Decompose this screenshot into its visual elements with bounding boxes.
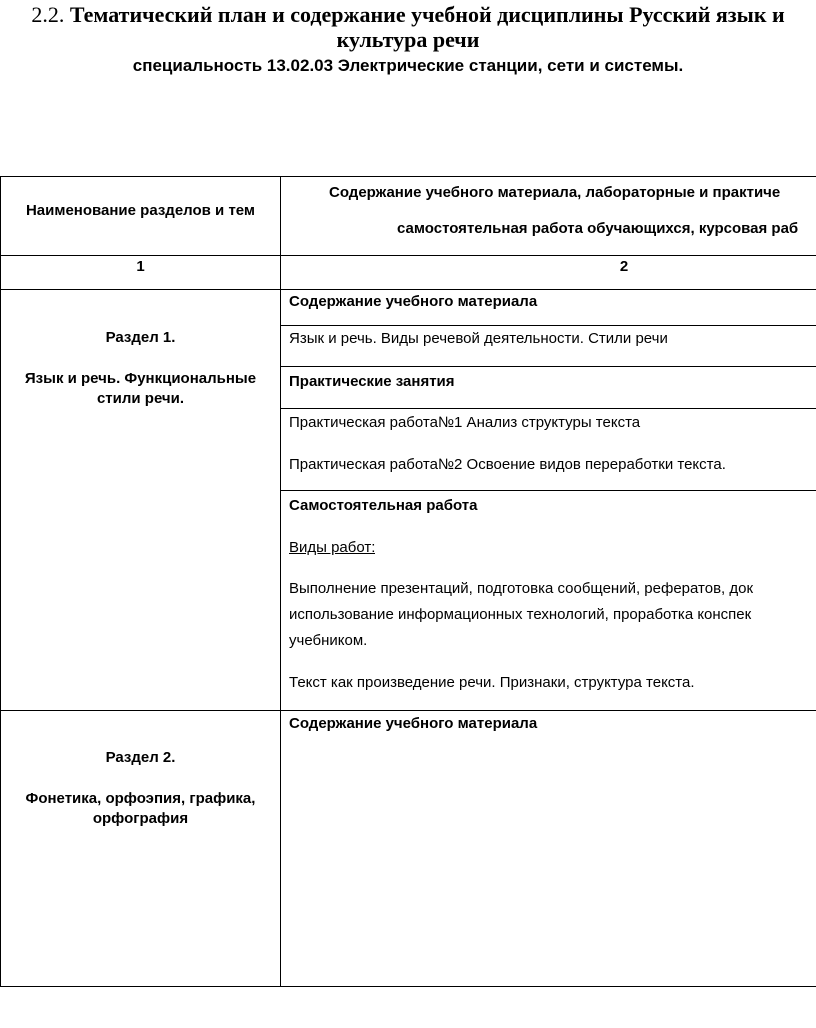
section1-self-text-line3: учебником. bbox=[289, 632, 368, 649]
section2-content-heading: Содержание учебного материала bbox=[289, 715, 538, 732]
table-border-bottom bbox=[0, 986, 816, 987]
section1-practice-heading: Практические занятия bbox=[289, 373, 455, 390]
section2-name-line2: орфография bbox=[92, 810, 189, 827]
section1-content-item: Язык и речь. Виды речевой деятельности. Стили речи bbox=[289, 330, 668, 347]
cell-divider-content bbox=[280, 325, 816, 326]
section1-name-line2: стили речи. bbox=[96, 390, 185, 407]
section2-title: Раздел 2. bbox=[105, 749, 176, 766]
section1-self-text-line2: использование информационных технологий, проработка конспек bbox=[289, 606, 752, 623]
table-border-top bbox=[0, 176, 816, 177]
section1-practice-2: Практическая работа№2 Освоение видов переработки текста. bbox=[289, 456, 726, 473]
section1-title: Раздел 1. bbox=[105, 329, 176, 346]
cell-divider-self bbox=[280, 490, 816, 491]
section1-content-heading: Содержание учебного материала bbox=[289, 293, 538, 310]
header-col2-line1: Содержание учебного материала, лабораторные и практиче bbox=[329, 184, 781, 201]
column-number-1: 1 bbox=[136, 258, 145, 275]
section1-self-types: Виды работ: bbox=[289, 539, 376, 556]
section1-self-text-line1: Выполнение презентаций, подготовка сообщений, рефератов, док bbox=[289, 580, 754, 597]
page-subtitle-specialty: специальность 13.02.03 Электрические станции, сети и системы. bbox=[132, 56, 684, 75]
header-col2-line2: самостоятельная работа обучающихся, курсовая раб bbox=[397, 220, 799, 237]
section1-self-heading: Самостоятельная работа bbox=[289, 497, 478, 514]
row-divider-header bbox=[0, 255, 816, 256]
section1-self-text-line4: Текст как произведение речи. Признаки, структура текста. bbox=[289, 674, 695, 691]
section2-name-line1: Фонетика, орфоэпия, графика, bbox=[25, 790, 256, 807]
row-divider-numbers bbox=[0, 289, 816, 290]
column-number-2: 2 bbox=[619, 258, 629, 275]
header-col1: Наименование разделов и тем bbox=[25, 202, 256, 219]
table-border-left bbox=[0, 176, 1, 987]
title-text: Тематический план и содержание учебной дисциплины Русский язык и bbox=[69, 2, 785, 27]
section-number: 2.2. bbox=[31, 2, 65, 27]
cell-divider-item bbox=[280, 366, 816, 367]
table-column-divider bbox=[280, 176, 281, 987]
row-divider-section1 bbox=[0, 710, 816, 711]
section1-name-line1: Язык и речь. Функциональные bbox=[24, 370, 257, 387]
page-title-line-2: культура речи bbox=[336, 27, 480, 52]
cell-divider-practice bbox=[280, 408, 816, 409]
section1-practice-1: Практическая работа№1 Анализ структуры текста bbox=[289, 414, 641, 431]
